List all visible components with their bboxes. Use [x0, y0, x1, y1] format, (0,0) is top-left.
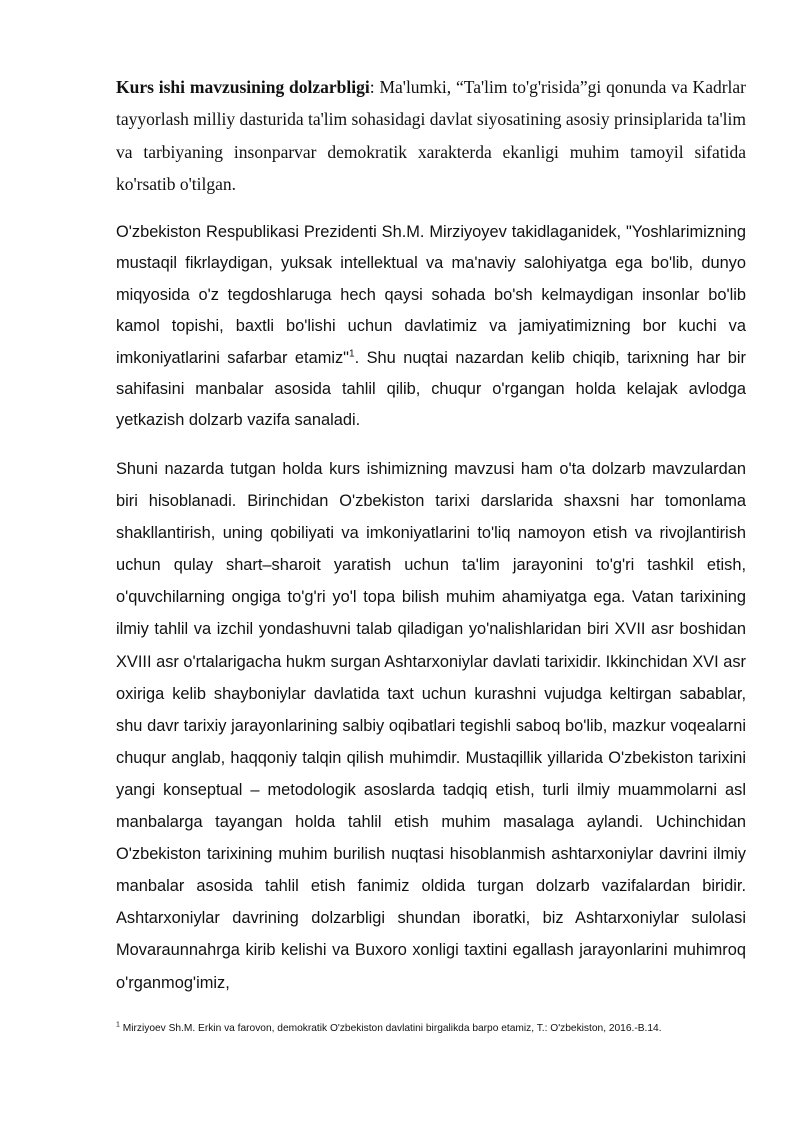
- paragraph-2-text-before: O'zbekiston Respublikasi Prezidenti Sh.M. Mirziyoyev takidlaganidek, "Yoshlarimizning mustaqil fikrlaydigan, yuksak intellektual va ma'naviy salohiyatga ega bo'lib, dunyo miqyosida o'z tegdoshlaruga hech qaysi sohada bo'sh kelmaydigan insonlar bo'lib kamol topishi, baxtli bo'lishi uchun davlatimiz va jamiyatimizning bor kuchi va imkoniyatlarini safarbar etamiz": [116, 223, 746, 367]
- paragraph-2: [116, 217, 746, 437]
- footnote-reference: 1: [349, 348, 355, 360]
- section-heading: Kurs ishi mavzusining dolzarbligi: [116, 77, 370, 97]
- paragraph-2-text-after: . Shu nuqtai nazardan kelib chiqib, tarixning har bir sahifasini manbalar asosida tahlil qilib, chuqur o'rgangan holda kelajak avlodga yetkazish dolzarb vazifa sanaladi.: [116, 348, 746, 430]
- paragraph-relevance: [116, 71, 746, 200]
- footnote-mark: 1: [116, 1021, 120, 1029]
- footnote-text: Mirziyoev Sh.M. Erkin va farovon, demokratik O'zbekiston davlatini birgalikda barpo etamiz, T.: O'zbekiston, 2016.-B.14.: [119, 1023, 662, 1034]
- paragraph-1-body: Ma'lumki, “Ta'lim to'g'risida”gi qonunda va Kadrlar tayyorlash milliy dasturida ta'lim sohasidagi davlat siyosatining asosiy prinsiplarida ta'lim va tarbiyaning insonparvar demokratik xarakterda ekanligi muhim tamoyil sifatida ko'rsatib o'tilgan.: [116, 77, 747, 194]
- paragraph-topic: [116, 453, 746, 999]
- paragraph-quote: [116, 217, 746, 437]
- paragraph-1: [116, 71, 746, 200]
- paragraph-3: Shuni nazarda tutgan holda kurs ishimizning mavzusi ham o'ta dolzarb mavzulardan biri hisoblanadi. Birinchidan O'zbekiston tarixi darslarida shaxsni har tomonlama shakllantirish, uning qobiliyati va imkoniyatlarini to'liq namoyon etish va rivojlantirish uchun qulay shart–sharoit yaratish uchun ta'lim jarayonini to'g'ri tashkil etish, o'quvchilarning ongiga to'g'ri yo'l topa bilish muhim ahamiyatga ega. Vatan tarixining ilmiy tahlil va izchil yondashuvni talab qiladigan yo'nalishlaridan biri XVII asr boshidan XVIII asr o'rtalarigacha hukm surgan Ashtarxoniylar davlati tarixidir. Ikkinchidan XVI asr oxiriga kelib shayboniylar davlatida taxt uchun kurashni vujudga keltirgan sabablar, shu davr tarixiy jarayonlarining salbiy oqibatlari tegishli saboq bo'lib, mazkur voqealarni chuqur anglab, haqqoniy talqin qilish muhimdir. Mustaqillik yillarida O'zbekiston tarixini yangi konseptual – metodologik asoslarda tadqiq etish, turli ilmiy muammolarni asl manbalarga tayangan holda tahlil etish muhim masalaga aylandi. Uchinchidan O'zbekiston tarixining muhim burilish nuqtasi hisoblanmish ashtarxoniylar davrini ilmiy manbalar asosida tahlil etish fanimiz oldida turgan dolzarb vazifalardan biridir. Ashtarxoniylar davrining dolzarbligi shundan iboratki, biz Ashtarxoniylar sulolasi Movaraunnahrga kirib kelishi va Buxoro xonligi taxtini egallash jarayonlarini muhimroq o'rganmog'imiz,: [116, 460, 746, 992]
- heading-separator: :: [369, 77, 375, 97]
- footnote: [116, 1019, 676, 1038]
